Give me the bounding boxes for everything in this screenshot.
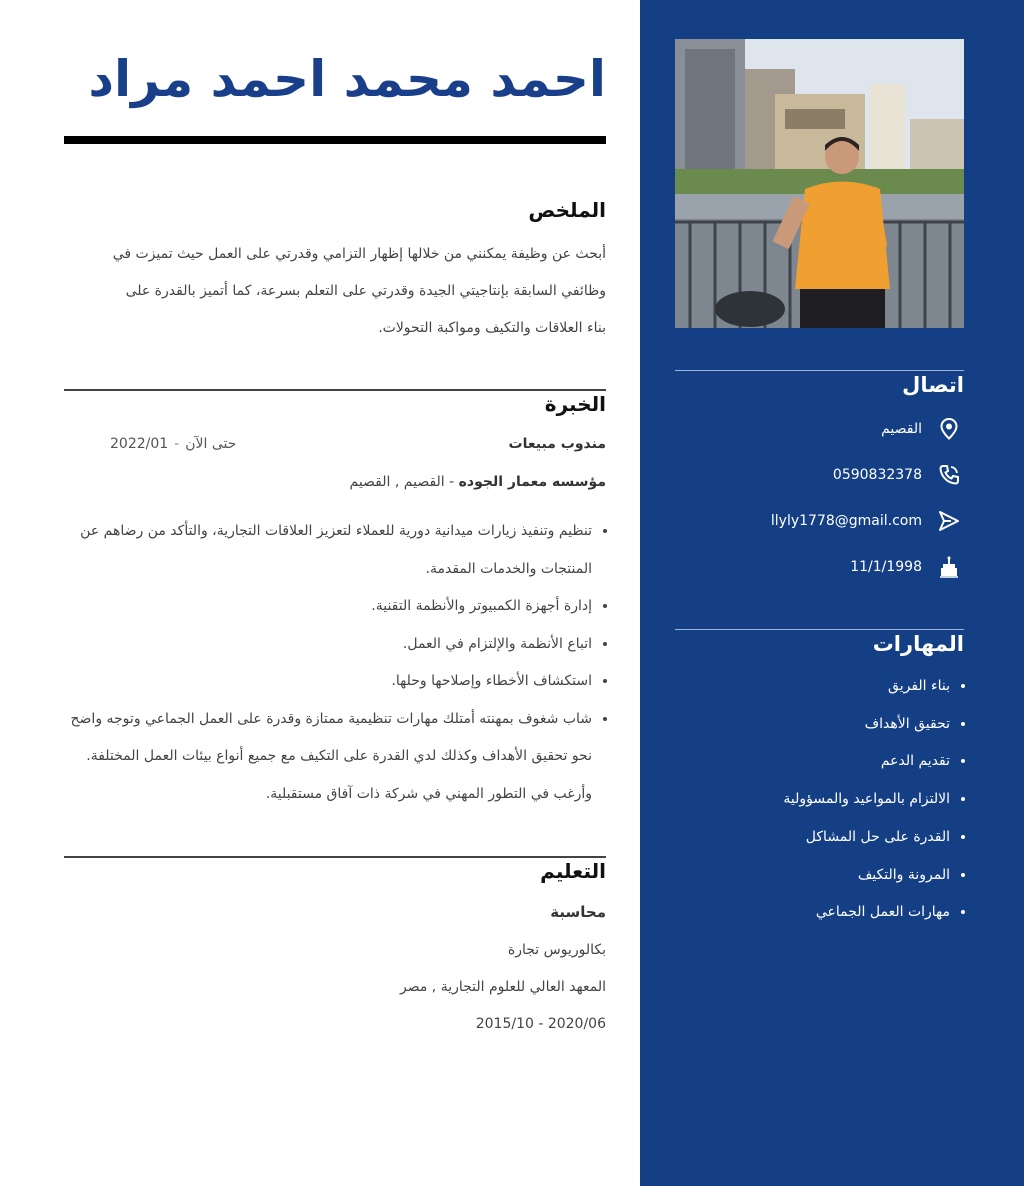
company-name: مؤسسه معمار الجوده [458, 474, 606, 490]
profile-photo-illustration [675, 39, 964, 328]
skill-item: • بناء الفريق [783, 668, 950, 706]
contact-email [675, 506, 964, 536]
contact-divider [675, 370, 964, 371]
job-end-date: حتى الآن [185, 436, 237, 452]
skill-item: • القدرة على حل المشاكل [783, 819, 950, 857]
company-location: - القصيم , القصيم [349, 474, 459, 490]
experience-bullet: • استكشاف الأخطاء وإصلاحها وحلها. [50, 663, 592, 701]
education-major: محاسبة [550, 903, 606, 921]
contact-phone-text: 0590832378 [832, 467, 922, 483]
education-divider [64, 856, 606, 858]
education-title: التعليم [540, 859, 606, 883]
contact-email-text: llyly1778@gmail.com [770, 513, 922, 529]
skill-item: • المرونة والتكيف [783, 857, 950, 895]
experience-title: الخبرة [544, 392, 606, 416]
education-degree: بكالوريوس تجارة [507, 942, 606, 958]
skill-item: • تحقيق الأهداف [783, 706, 950, 744]
experience-bullet: • تنظيم وتنفيذ زيارات ميدانية دورية للعملاء لتعزيز العلاقات التجارية، والتأكد من رضاهم عن المنتجات والخدمات المقدمة. [50, 513, 592, 588]
sidebar [640, 0, 1024, 1186]
name-divider [64, 136, 606, 144]
contact-location-text: القصيم [881, 421, 922, 437]
contact-birthdate-text: 11/1/1998 [850, 559, 922, 575]
contact-phone [675, 460, 964, 490]
candidate-name: احمد محمد احمد مراد [88, 50, 606, 108]
skill-item: • الالتزام بالمواعيد والمسؤولية [783, 781, 950, 819]
contact-birthdate [675, 552, 964, 582]
experience-bullet: • إدارة أجهزة الكمبيوتر والأنظمة التقنية. [50, 588, 592, 626]
summary-text: أبحث عن وظيفة يمكنني من خلالها إظهار التزامي وقدرتي على العمل حيث تميزت في وظائفي السابقة بإنتاجيتي الجيدة وقدرتي على التعلم بسرعة، كما أتميز بالقدرة على بناء العلاقات والتكيف ومواكبة التحولات. [112, 246, 606, 336]
contact-location [675, 414, 964, 444]
birthday-icon [934, 556, 964, 578]
location-pin-icon [934, 418, 964, 440]
experience-divider [64, 389, 606, 391]
send-icon [934, 510, 964, 532]
phone-icon [934, 464, 964, 486]
skills-title: المهارات [872, 632, 964, 656]
experience-bullet: • اتباع الأنظمة والإلتزام في العمل. [50, 626, 592, 664]
education-institute: المعهد العالي للعلوم التجارية , مصر [399, 979, 606, 995]
experience-bullet: • شاب شغوف بمهنته أمتلك مهارات تنظيمية ممتازة وقدرة على العمل الجماعي وتوجه واضح نحو تحقيق الأهداف وكذلك لدي القدرة على التكيف مع جميع أنواع بيئات العمل المختلفة. وأرغب في التطور المهني في شركة ذات آفاق مستقبلية. [50, 701, 592, 814]
summary-title: الملخص [528, 198, 606, 222]
experience-bullets [50, 513, 606, 813]
skill-item: • مهارات العمل الجماعي [783, 894, 950, 932]
education-dates: 2015/10 - 2020/06 [475, 1016, 606, 1032]
job-date-separator: - [174, 436, 180, 452]
job-company-line [350, 474, 607, 490]
job-start-date: 2022/01 [110, 436, 169, 452]
job-dates [110, 436, 236, 452]
contact-title: اتصال [902, 373, 964, 397]
profile-photo [675, 39, 964, 328]
skill-item: • تقديم الدعم [783, 743, 950, 781]
job-title: مندوب مبيعات [508, 436, 606, 452]
skills-divider [675, 629, 964, 630]
skills-list [783, 668, 964, 932]
